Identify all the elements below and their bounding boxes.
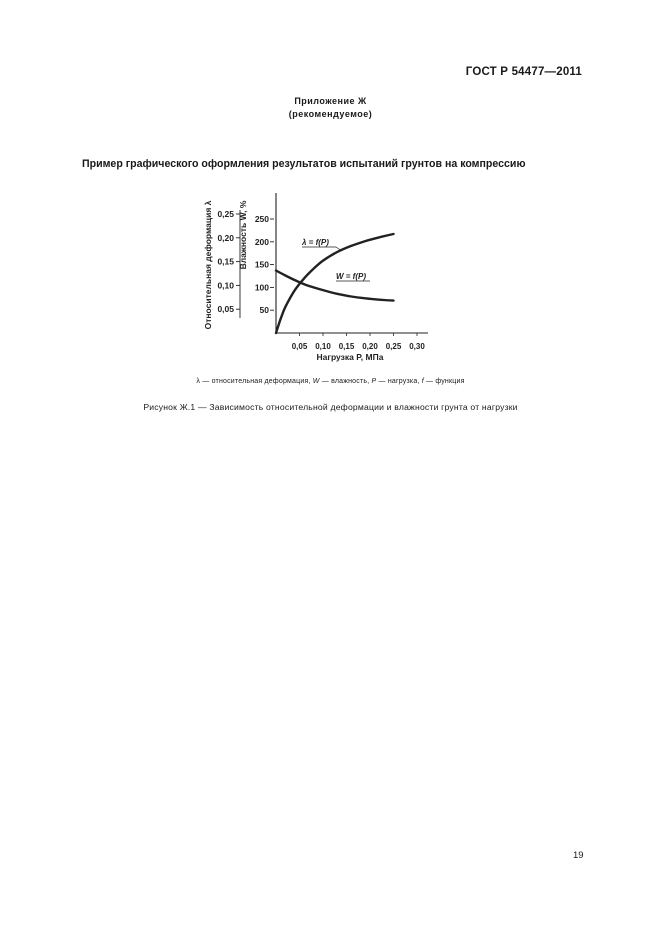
- moisture-curve: [276, 271, 394, 301]
- x-tick-label: 0,25: [385, 342, 402, 351]
- y-left-tick-label: 0,15: [217, 256, 234, 267]
- legend-w-symbol: W: [312, 378, 320, 385]
- y-left-tick-label: 0,10: [217, 280, 234, 291]
- lambda-curve: [276, 234, 394, 333]
- standard-code: ГОСТ Р 54477—2011: [465, 66, 582, 78]
- compression-chart: [185, 190, 445, 365]
- page-number: 19: [573, 850, 584, 861]
- legend-f-desc: — функция: [423, 378, 465, 385]
- x-tick-label: 0,10: [315, 342, 331, 351]
- x-axis-label: Нагрузка P, МПа: [316, 352, 384, 362]
- legend-p-symbol: P: [371, 378, 377, 385]
- legend-w-desc: — влажность,: [319, 378, 372, 385]
- x-tick-label: 0,15: [338, 342, 355, 351]
- x-tick-label: 0,30: [409, 342, 425, 351]
- y-right-tick-label: 50: [259, 305, 269, 316]
- x-tick-label: 0,20: [362, 342, 378, 351]
- symbol-legend: [0, 378, 661, 385]
- figure-caption: Рисунок Ж.1 — Зависимость относительной деформации и влажности грунта от нагрузки: [143, 402, 518, 412]
- appendix-status: (рекомендуемое): [288, 109, 373, 119]
- y-right-tick-label: 100: [254, 282, 269, 293]
- lambda-curve-label: λ = f(P): [302, 238, 329, 247]
- legend-lambda-symbol: λ: [196, 378, 201, 385]
- y-right-tick-label: 200: [254, 236, 269, 247]
- legend-f-symbol: f: [421, 378, 424, 385]
- y-left-tick-label: 0,20: [217, 232, 234, 243]
- x-tick-label: 0,05: [291, 342, 308, 351]
- chart-svg: [185, 190, 445, 365]
- y-left-tick-label: 0,25: [217, 209, 234, 219]
- y-right-tick-label: 250: [254, 214, 269, 224]
- legend-lambda-desc: — относительная деформация,: [200, 378, 313, 385]
- legend-p-desc: — нагрузка,: [376, 378, 422, 385]
- appendix-title: Приложение Ж: [294, 96, 367, 106]
- y-left-tick-label: 0,05: [217, 304, 234, 315]
- moisture-curve-label: W = f(P): [336, 272, 366, 281]
- y-right-tick-label: 150: [254, 259, 269, 270]
- y-right-axis-label: Влажность W, %: [238, 200, 248, 270]
- y-left-axis-label: Относительная деформация λ: [203, 200, 213, 330]
- section-heading: Пример графического оформления результатов испытаний грунтов на компрессию: [82, 158, 526, 170]
